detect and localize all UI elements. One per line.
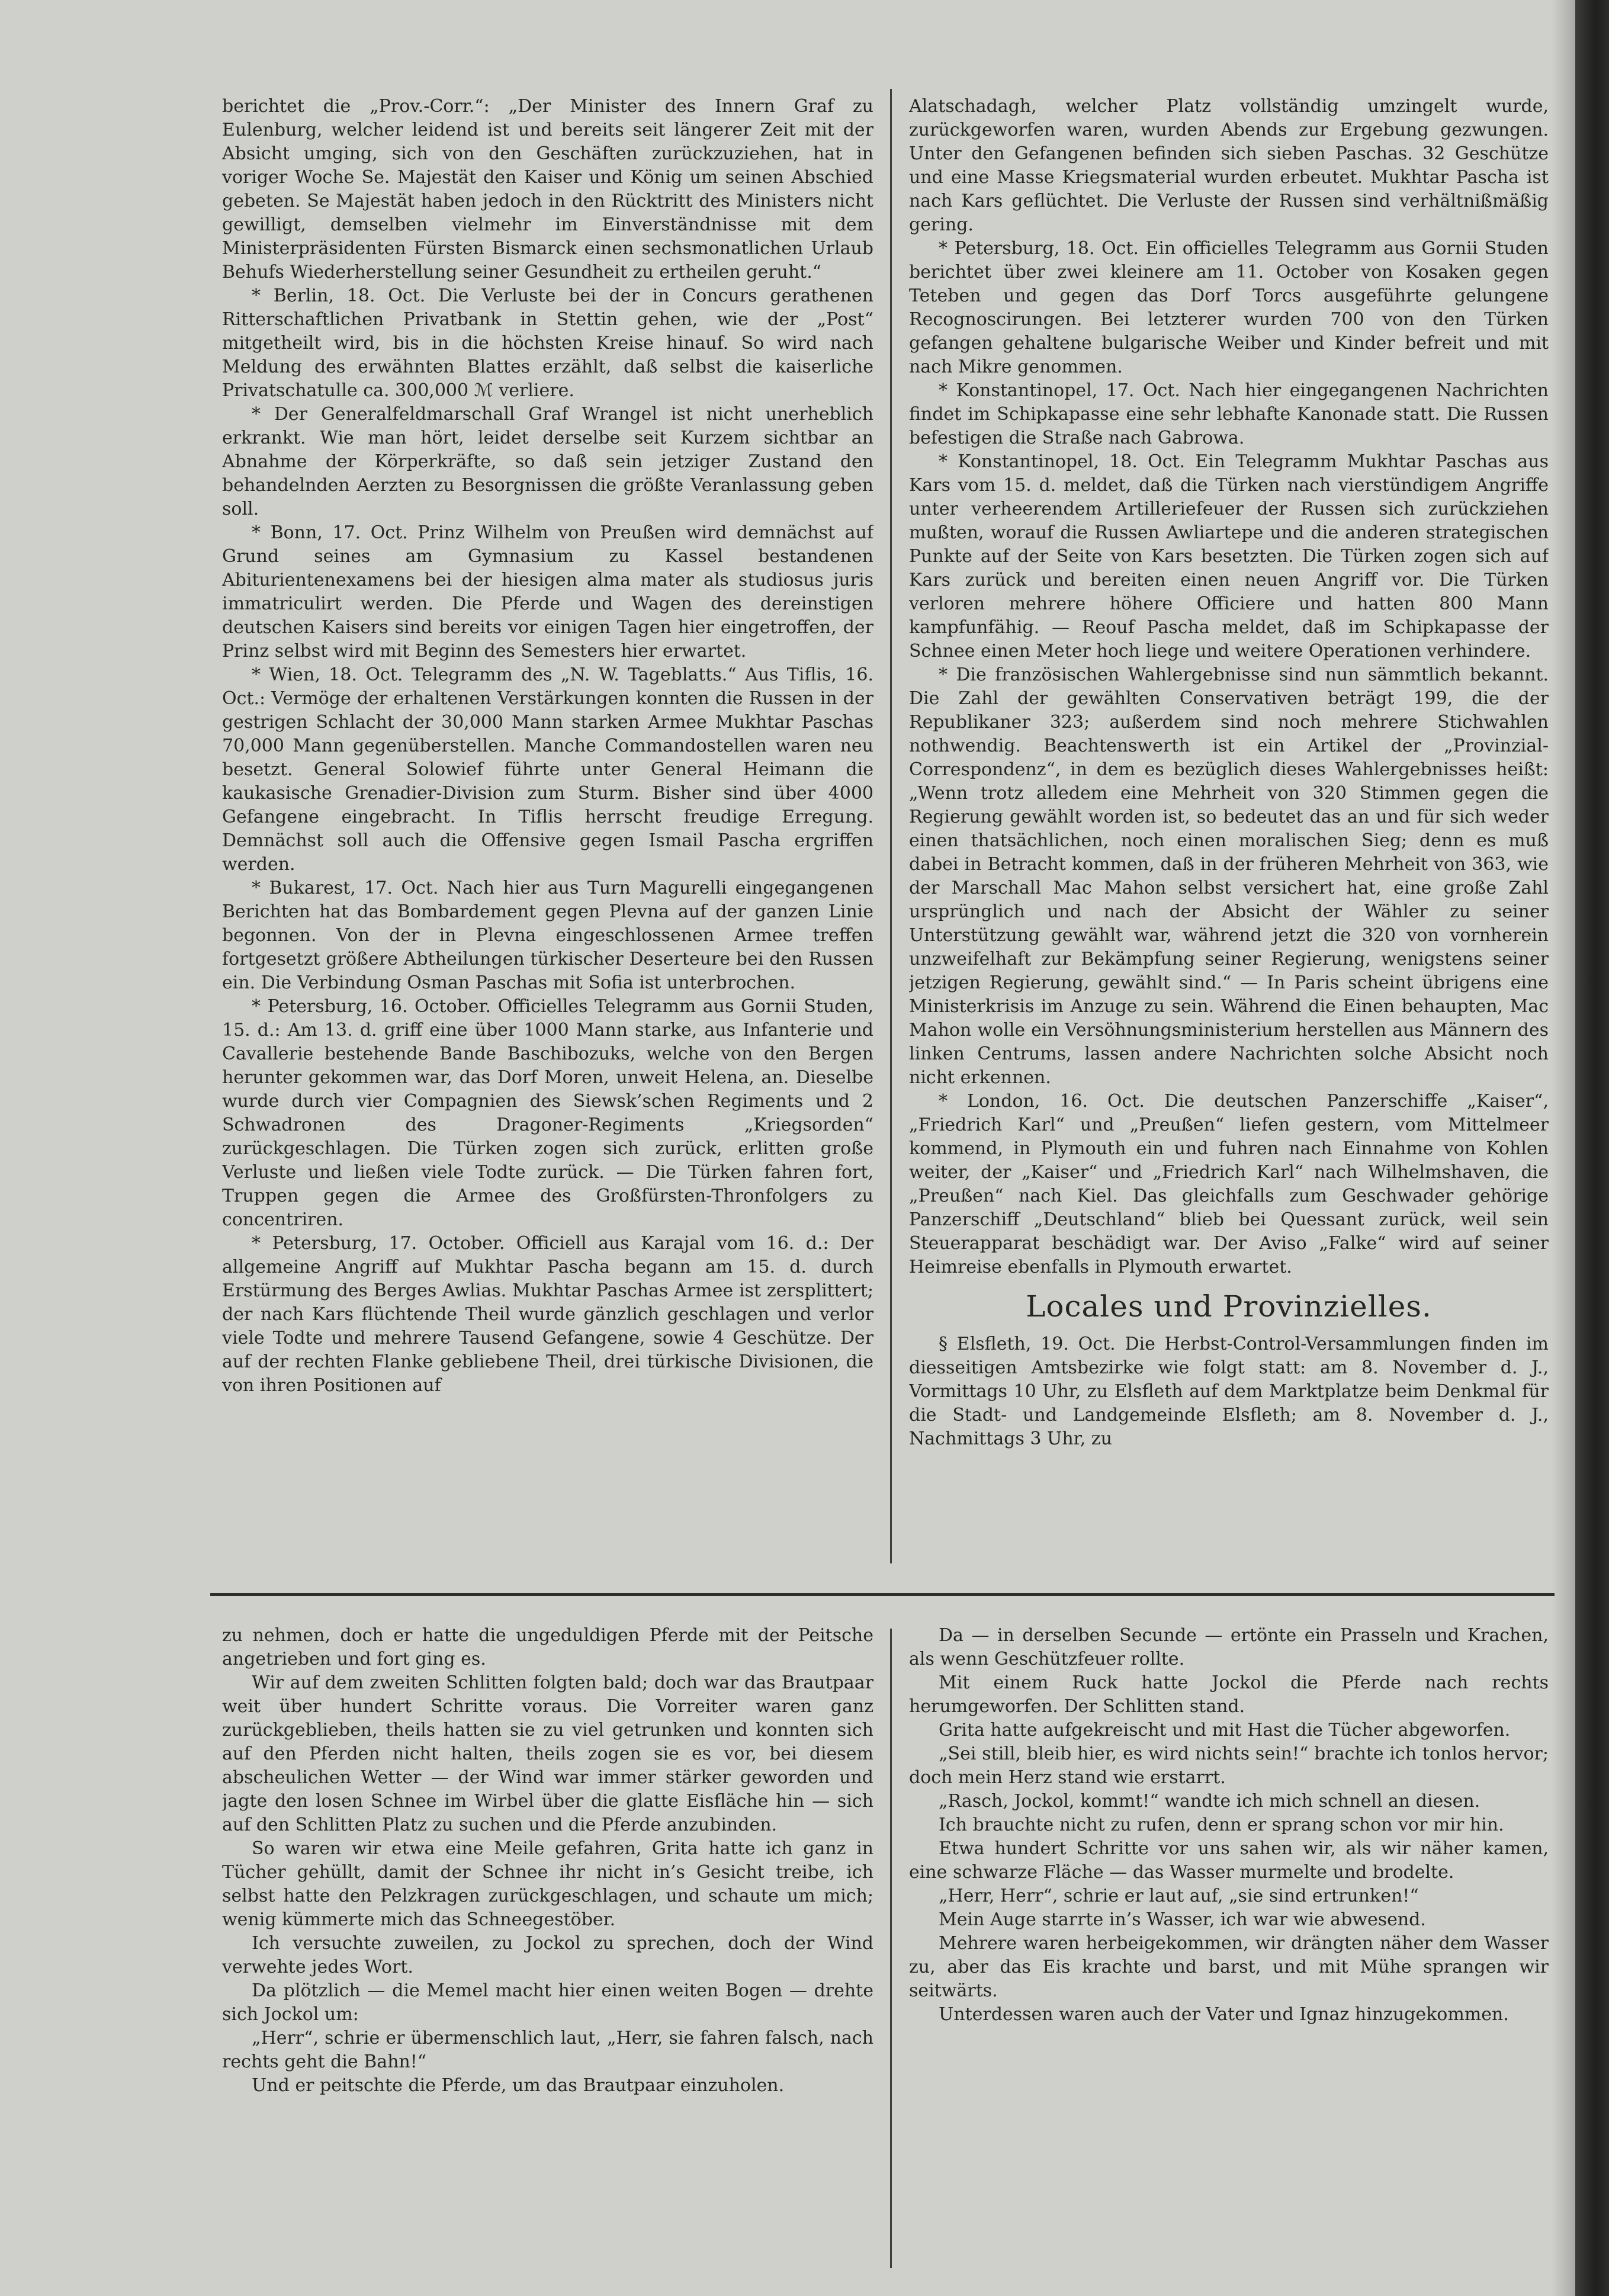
story-paragraph: Da plötzlich — die Memel macht hier einen weiten Bogen — drehte sich Jockol um: [222,1980,873,2025]
story-paragraph: Wir auf dem zweiten Schlitten folgten bald; doch war das Brautpaar weit über hundert Schritte voraus. Die Vorreiter waren ganz zurückgeblieben, theils hatten sie zu viel getrunken und konnten sich auf den Pferden nicht halten, theils zogen sie es vor, bei diesem abscheulichen Wetter — der Wind war immer stärker geworden und jagte den losen Schnee im Wirbel über die glatte Eisfläche hin — sich auf den Schlitten Platz zu suchen und die Pferde anzubinden. [222,1672,873,1835]
story-paragraph: „Rasch, Jockol, kommt!“ wandte ich mich schnell an diesen. [939,1791,1480,1812]
news-item-konstantinopel-18: * Konstantinopel, 18. Oct. Ein Telegramm Mukhtar Paschas aus Kars vom 15. d. meldet, daß die Türken nach vierstündigem Angriffe unter verheerendem Artilleriefeuer der Russen sich zurückziehen mußten, worauf die Russen Awliartepe und die anderen strategischen Punkte auf der Seite von Kars besetzten. Die Türken zogen sich auf Kars zurück und bereiten einen neuen Angriff vor. Die Türken verloren mehrere höhere Officiere und hatten 800 Mann kampfunfähig. — Reouf Pascha meldet, daß im Schipkapasse der Schnee einen Meter hoch liege und weitere Operationen verhindere. [909,451,1549,661]
news-item-french-elections: * Die französischen Wahlergebnisse sind nun sämmtlich bekannt. Die Zahl der gewählten Conservativen beträgt 199, die der Republikaner 323; außerdem sind noch mehrere Stichwahlen nothwendig. Beachtenswerth ist ein Artikel der „Provinzial-Correspondenz“, in dem es bezüglich dieses Wahlergebnisses heißt: „Wenn trotz alledem eine Mehrheit von 320 Stimmen gegen die Regierung gewählt worden ist, so bedeutet das an und für sich weder einen thatsächlichen, noch einen moralischen Sieg; denn es muß dabei in Betracht kommen, daß in der früheren Mehrheit von 363, wie der Marschall Mac Mahon selbst versichert hat, eine große Zahl ursprünglich und nach der Absicht der Wähler zu seiner Unterstützung gewählt war, während jetzt die 320 von vornherein unzweifelhaft zur Bekämpfung seiner Regierung, wenigstens seiner jetzigen Regierung, gewählt sind.“ — In Paris scheint übrigens eine Ministerkrisis im Anzuge zu sein. Während die Einen behaupten, Mac Mahon wolle ein Versöhnungsministerium herstellen aus Männern des linken Centrums, lassen andere Nachrichten solche Absicht noch nicht erkennen. [909,664,1549,1088]
news-item-london: * London, 16. Oct. Die deutschen Panzerschiffe „Kaiser“, „Friedrich Karl“ und „Preußen“ liefen gestern, vom Mittelmeer kommend, in Plymouth ein und fuhren nach Einnahme von Kohlen weiter, der „Kaiser“ und „Friedrich Karl“ nach Wilhelmshaven, die „Preußen“ nach Kiel. Das gleichfalls zum Geschwader gehörige Panzerschiff „Deutschland“ blieb bei Quessant zurück, weil sein Steuerapparat beschädigt war. Der Aviso „Falke“ wird auf seiner Heimreise ebenfalls in Plymouth erwartet. [909,1091,1549,1277]
news-item-bonn: * Bonn, 17. Oct. Prinz Wilhelm von Preußen wird demnächst auf Grund seines am Gymnasium zu Kassel bestandenen Abiturientenexamens bei der hiesigen alma mater als studiosus juris immatriculirt werden. Die Pferde und Wagen des dereinstigen deutschen Kaisers sind bereits vor einigen Tagen hier eingetroffen, der Prinz selbst wird mit Beginn des Semesters hier erwartet. [222,522,873,661]
feuilleton-column-left [222,1624,873,2275]
story-paragraph: Und er peitschte die Pferde, um das Brautpaar einzuholen. [252,2075,785,2096]
column-divider [890,1629,892,2268]
column-divider [890,89,892,1563]
story-paragraph: Unterdessen waren auch der Vater und Ignaz hinzugekommen. [939,2004,1509,2025]
book-binding-edge [1575,0,1609,2296]
news-item-petersburg-17: * Petersburg, 17. October. Officiell aus Karajal vom 16. d.: Der allgemeine Angriff auf Mukhtar Pascha begann am 15. d. durch Erstürmung des Berges Awlias. Mukhtar Paschas Armee ist zersplittert; der nach Kars flüchtende Theil wurde gänzlich geschlagen und verlor viele Todte und mehrere Tausend Gefangene, sowie 4 Geschütze. Der auf der rechten Flanke gebliebene Theil, drei türkische Divisionen, die von ihren Positionen auf [222,1233,873,1396]
news-item-elsfleth: § Elsfleth, 19. Oct. Die Herbst-Control-Versammlungen finden im diesseitigen Amtsbezirke wie folgt statt: am 8. November d. J., Vormittags 10 Uhr, zu Elsfleth auf dem Marktplatze beim Denkmal für die Stadt- und Landgemeinde Elsfleth; am 8. November d. J., Nachmittags 3 Uhr, zu [909,1334,1549,1449]
story-paragraph: So waren wir etwa eine Meile gefahren, Grita hatte ich ganz in Tücher gehüllt, damit der Schnee ihr nicht in’s Gesicht treibe, ich selbst hatte den Pelzkragen zurückgeschlagen, und schaute um mich; wenig kümmerte mich das Schneegestöber. [222,1838,873,1930]
story-paragraph: Mit einem Ruck hatte Jockol die Pferde nach rechts herumgeworfen. Der Schlitten stand. [909,1672,1549,1717]
story-paragraph: Mehrere waren herbeigekommen, wir drängten näher dem Wasser zu, aber das Eis krachte und barst, und mit Mühe sprangen wir seitwärts. [909,1933,1549,2001]
feuilleton-divider [210,1593,1555,1596]
story-paragraph: Ich brauchte nicht zu rufen, denn er sprang schon vor mir hin. [939,1815,1504,1835]
news-item-berlin: * Berlin, 18. Oct. Die Verluste bei der in Concurs gerathenen Ritterschaftlichen Privatbank in Stettin gehen, wie der „Post“ mitgetheilt wird, bis in die höchsten Kreise hinauf. So wird nach Meldung des erwähnten Blattes erzählt, daß selbst die kaiserliche Privatschatulle ca. 300,000 ℳ verliere. [222,285,873,401]
story-paragraph: „Herr, Herr“, schrie er laut auf, „sie sind ertrunken!“ [939,1886,1419,1906]
news-column-left [222,95,873,1575]
news-item-wrangel: * Der Generalfeldmarschall Graf Wrangel ist nicht unerheblich erkrankt. Wie man hört, leidet derselbe seit Kurzem sichtbar an Abnahme der Körperkräfte, so daß sein jetziger Zustand den behandelnden Aerzten zu Besorgnissen die größte Veranlassung geben soll. [222,404,873,519]
news-paragraph: berichtet die „Prov.-Corr.“: „Der Minister des Innern Graf zu Eulenburg, welcher leidend ist und bereits seit längerer Zeit mit der Absicht umging, sich von den Geschäften zurückzuziehen, hat in voriger Woche Se. Majestät den Kaiser und König um seinen Abschied gebeten. Se Majestät haben jedoch in den Rücktritt des Ministers nicht gewilligt, demselben vielmehr im Einverständnisse mit dem Ministerpräsidenten Fürsten Bismarck einen sechsmonatlichen Urlaub Behufs Wiederherstellung seiner Gesundheit zu ertheilen geruht.“ [222,96,873,282]
news-item-wien: * Wien, 18. Oct. Telegramm des „N. W. Tageblatts.“ Aus Tiflis, 16. Oct.: Vermöge der erhaltenen Verstärkungen konnten die Russen in der gestrigen Schlacht der 30,000 Mann starken Armee Mukhtar Paschas 70,000 Mann gegenüberstellen. Manche Commandostellen waren neu besetzt. General Solowief führte unter General Heimann die kaukasische Grenadier-Division zum Sturm. Bisher sind über 4000 Gefangene eingebracht. In Tiflis herrscht freudige Erregung. Demnächst soll auch die Offensive gegen Ismail Pascha ergriffen werden. [222,664,873,875]
story-paragraph: Etwa hundert Schritte vor uns sahen wir, als wir näher kamen, eine schwarze Fläche — das Wasser murmelte und brodelte. [909,1838,1549,1883]
news-item-konstantinopel-17: * Konstantinopel, 17. Oct. Nach hier eingegangenen Nachrichten findet im Schipkapasse eine sehr lebhafte Kanonade statt. Die Russen befestigen die Straße nach Gabrowa. [909,380,1549,448]
news-item-petersburg-18: * Petersburg, 18. Oct. Ein officielles Telegramm aus Gornii Studen berichtet über zwei kleinere am 11. October von Kosaken gegen Teteben und gegen das Dorf Torcs ausgeführte gelungene Recognoscirungen. Bei letzterer wurden 700 von den Türken gefangen gehaltene bulgarische Weiber und Kinder befreit und mit nach Mikre genommen. [909,238,1549,377]
news-column-right [909,95,1549,1575]
story-paragraph: „Herr“, schrie er übermenschlich laut, „Herr, sie fahren falsch, nach rechts geht die Bahn!“ [222,2028,873,2072]
story-paragraph: Mein Auge starrte in’s Wasser, ich war wie abwesend. [939,1909,1426,1930]
story-paragraph: „Sei still, bleib hier, es wird nichts sein!“ brachte ich tonlos hervor; doch mein Herz stand wie erstarrt. [909,1743,1549,1788]
story-paragraph: Grita hatte aufgekreischt und mit Hast die Tücher abgeworfen. [939,1720,1511,1741]
story-paragraph: Da — in derselben Secunde — ertönte ein Prasseln und Krachen, als wenn Geschützfeuer rollte. [909,1625,1549,1669]
story-paragraph: zu nehmen, doch er hatte die ungeduldigen Pferde mit der Peitsche angetrieben und fort ging es. [222,1625,873,1669]
news-item-bukarest: * Bukarest, 17. Oct. Nach hier aus Turn Magurelli eingegangenen Berichten hat das Bombardement gegen Plevna auf der ganzen Linie begonnen. Von der in Plevna eingeschlossenen Armee treffen fortgesetzt größere Abtheilungen türkischer Deserteure bei den Russen ein. Die Verbindung Osman Paschas mit Sofia ist unterbrochen. [222,878,873,993]
news-paragraph: Alatschadagh, welcher Platz vollständig umzingelt wurde, zurückgeworfen waren, wurden Abends zur Ergebung gezwungen. Unter den Gefangenen befinden sich sieben Paschas. 32 Geschütze und eine Masse Kriegsmaterial wurden erbeutet. Mukhtar Pascha ist nach Kars geflüchtet. Die Verluste der Russen sind verhältnißmäßig gering. [909,96,1549,235]
feuilleton-column-right [909,1624,1549,2275]
section-heading: Locales und Provinzielles. [1026,1289,1432,1324]
story-paragraph: Ich versuchte zuweilen, zu Jockol zu sprechen, doch der Wind verwehte jedes Wort. [222,1933,873,1977]
news-item-petersburg-16: * Petersburg, 16. October. Officielles Telegramm aus Gornii Studen, 15. d.: Am 13. d. griff eine über 1000 Mann starke, aus Infanterie und Cavallerie bestehende Bande Baschibozuks, welche von den Bergen herunter gekommen war, das Dorf Moren, unweit Helena, an. Dieselbe wurde durch vier Compagnien des Siewsk’schen Regiments und 2 Schwadronen des Dragoner-Regiments „Kriegsorden“ zurückgeschlagen. Die Türken zogen sich zurück, erlitten große Verluste und ließen viele Todte zurück. — Die Türken fahren fort, Truppen gegen die Armee des Großfürsten-Thronfolgers zu concentriren. [222,996,873,1230]
